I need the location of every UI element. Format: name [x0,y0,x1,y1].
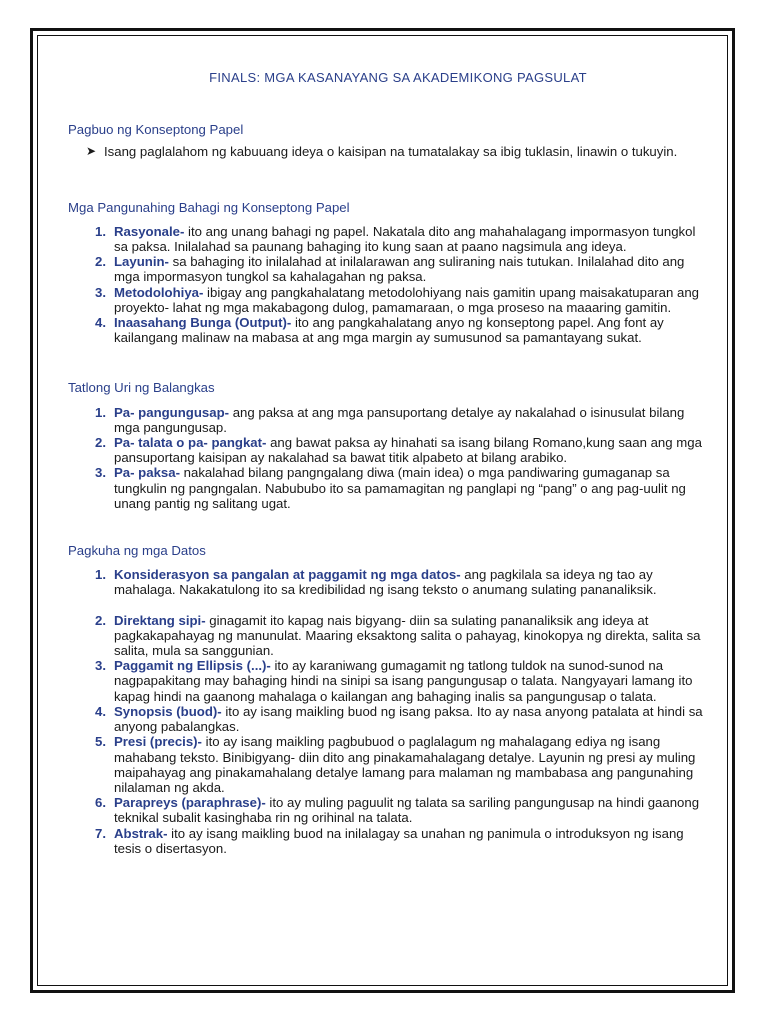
item-text: ginagamit ito kapag nais bigyang- diin sa sulating pananaliksik ang ideya at pagkakapahayag ng manunulat. Maaring eksaktong salita o pahayag, kinokopya ng direkta, salita sa salita, mula sa sanggunian. [114,612,701,659]
bullet-item [86,144,708,159]
item-text: ang bawat paksa ay hinahati sa isang bilang Romano,kung saan ang mga pansuportang kaisipan ay nakalahad sa bawat titik alpabeto at bilang arabiko. [114,435,702,466]
list-balangkas [68,405,708,511]
item-text: ito ang unang bahagi ng papel. Nakatala dito ang mahahalagang impormasyon tungkol sa paksa. Inilalahad sa paunang bahaging ito kung saan at paano nagsimula ang ideya. [114,223,696,255]
item-term: Abstrak- [114,825,168,841]
item-text: ito ay isang maikling buod na inilalagay sa unahan ng panimula o introduksyon ng isang tesis o disertasyon. [114,825,684,856]
list-item [68,405,708,435]
item-text: ito ang pangkahalatang anyo ng konseptong papel. Ang font ay kailangang malinaw na mabasa at ang mga margin ay sumusunod sa pamantayang sukat. [114,315,664,346]
item-number: 6. [95,795,106,811]
list-item [68,734,708,795]
item-number: 3. [95,465,106,481]
item-number: 1. [95,223,106,239]
item-term: Pa- pangungusap- [114,404,230,420]
list-item [68,826,708,856]
section-heading-balangkas: Tatlong Uri ng Balangkas [68,380,215,396]
item-term: Presi (precis)- [114,734,202,750]
item-term: Direktang sipi- [114,612,206,628]
list-item [68,613,708,659]
item-term: Parapreys (paraphrase)- [114,795,266,811]
item-term: Paggamit ng Ellipsis (...)- [114,658,271,674]
item-number: 4. [95,703,106,719]
item-text: ang pagkilala sa ideya ng tao ay mahalaga. Nakakatulong ito sa kredibilidad ng isang teksto o anumang sulating pananaliksik. [114,567,657,598]
list-item [68,658,708,704]
section-heading-bahagi: Mga Pangunahing Bahagi ng Konseptong Papel [68,199,350,215]
item-term: Synopsis (buod)- [114,703,222,719]
arrow-bullet-icon: ➤ [86,144,97,159]
section-heading-konseptong-papel: Pagbuo ng Konseptong Papel [68,122,244,138]
item-number: 3. [95,658,106,674]
item-term: Metodolohiya- [114,284,204,300]
item-text: ito ay muling paguulit ng talata sa sariling pangungusap na hindi gaanong teknikal subalit kasinghaba rin ng orihinal na talata. [114,795,700,826]
document-title: FINALS: MGA KASANAYANG SA AKADEMIKONG PAGSULAT [209,70,587,85]
item-number: 2. [95,612,106,628]
document-body [68,68,708,856]
item-number: 1. [95,404,106,420]
item-text: ibigay ang pangkahalatang metodolohiyang nais gamitin upang maisakatuparan ang proyekto- lahat ng mga makabagong dulog, pamamaraan, o mga proseso na maaaring gamitin. [114,284,700,315]
item-number: 2. [95,254,106,270]
item-number: 7. [95,825,106,841]
list-item [68,704,708,734]
list-item [68,567,708,597]
list-bahagi [68,224,708,346]
list-item [68,465,708,511]
item-number: 4. [95,315,106,331]
item-text: ito ay isang maikling buod ng isang paksa. Ito ay nasa anyong patalata at hindi sa anyong pabalangkas. [114,703,703,735]
item-term: Konsiderasyon sa pangalan at paggamit ng mga datos- [114,567,461,583]
item-text: sa bahaging ito inilalahad at inilalarawan ang suliraning nais tutukan. Inilalahad dito ang mga impormasyon tungkol sa kahalagahan ng paksa. [114,254,685,285]
list-item [68,224,708,254]
item-term: Rasyonale- [114,223,185,239]
list-datos [68,567,708,856]
list-item [68,795,708,825]
item-text: ito ay karaniwang gumagamit ng tatlong tuldok na sunod-sunod na nagpapakitang may bahaging hindi na sinipi sa isang pangungusap o talata. Nangyayari lamang ito kapag hindi na gaanong mahalaga o kailangan ang bahaging inalis sa pangungusap o talata. [114,658,693,704]
item-number: 2. [95,435,106,451]
item-term: Pa- paksa- [114,465,180,481]
section-heading-datos: Pagkuha ng mga Datos [68,543,206,559]
list-item [68,315,708,345]
item-text: nakalahad bilang pangngalang diwa (main idea) o mga pandiwaring gumaganap sa tungkulin ng pangngalan. Nabububo ito sa pamamagitan ng panglapi ng “pang” o ang pag-uulit ng unang pantig ng salitang ugat. [114,465,686,511]
item-term: Pa- talata o pa- pangkat- [114,435,267,451]
item-term: Layunin- [114,254,169,270]
item-text: ang paksa at ang mga pansuportang detalye ay nakalahad o isinusulat bilang mga pangungusap. [114,404,685,435]
item-number: 3. [95,284,106,300]
item-term: Inaasahang Bunga (Output)- [114,315,292,331]
list-item [68,254,708,284]
item-text: ito ay isang maikling pagbubuod o paglalagum ng mahalagang ediya ng isang mahabang teksto. Binibigyang- diin dito ang pinakamahalagang detalye. Layunin ng presi ay muling maipahayag ang pinakamahalang detalye lamang para malaman ng mambabasa ang pangunahing nilalaman ng akda. [114,734,696,795]
bullet-text: Isang paglalahom ng kabuuang ideya o kaisipan na tumatalakay sa ibig tuklasin, linawin o tukuyin. [104,144,678,160]
list-item [68,435,708,465]
item-number: 5. [95,734,106,750]
item-number: 1. [95,567,106,583]
list-item [68,285,708,315]
